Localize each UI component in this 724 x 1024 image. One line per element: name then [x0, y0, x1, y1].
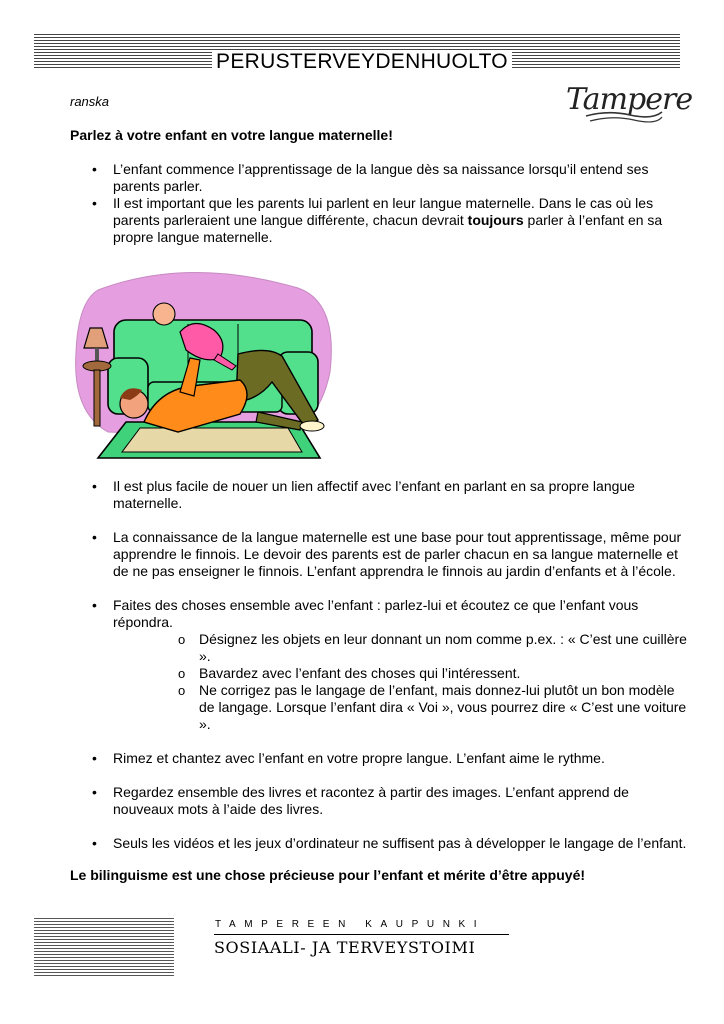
page-title: PERUSTERVEYDENHUOLTO [0, 50, 724, 74]
parent-lifting-baby-illustration [68, 262, 338, 462]
closing-statement: Le bilinguisme est une chose précieuse pour l’enfant et mérite d’être appuyé! [70, 867, 586, 883]
list-item: • La connaissance de la langue maternelle est une base pour tout apprentissage, même pour apprendre le finnois. Le devoir des parents est de parler chacun en sa langue maternelle et de ne pas enseigner le finnois. L’enfant apprendra le finnois au jardin d’enfants et à l’école. [70, 529, 692, 580]
main-heading: Parlez à votre enfant en votre langue maternelle! [70, 127, 393, 143]
language-label: ranska [70, 94, 110, 109]
sub-list-item: o Bavardez avec l’enfant des choses qui l’intéressent. [113, 665, 692, 682]
sub-list-item: o Ne corrigez pas le langage de l’enfant, mais donnez-lui plutôt un bon modèle de langage. Lorsque l’enfant dira « Voi », vous pourrez dire « C’est une voiture ». [113, 682, 692, 733]
list-item: • L’enfant commence l’apprentissage de la langue dès sa naissance lorsqu’il entend ses parents parler. [70, 161, 692, 195]
list-item: • Regardez ensemble des livres et racontez à partir des images. L’enfant apprend de nouveaux mots à l’aide des livres. [70, 784, 692, 818]
tampere-logo [556, 82, 693, 128]
list-item: • Rimez et chantez avec l’enfant en votre propre langue. L’enfant aime le rythme. [70, 750, 692, 767]
logo-wordmark: Tampere [566, 82, 693, 117]
main-bullet-list [70, 478, 692, 852]
list-item: • Faites des choses ensemble avec l’enfant : parlez-lui et écoutez ce que l’enfant vous répondra. o Désignez les objets en leur donnant un nom comme p.ex. : « C’est une cuillère ». o Bavardez avec l’enfant des choses qui l’intéressent. o Ne corrigez pas le langage de l’enfant, mais donnez-lui plutôt un bon modèle de langage. Lorsque l’enfant dira « Voi », vous pourrez dire « C’est une voiture ». [70, 597, 692, 733]
sub-list-item: o Désignez les objets en leur donnant un nom comme p.ex. : « C’est une cuillère ». [113, 631, 692, 665]
list-item: • Il est important que les parents lui parlent en leur langue maternelle. Dans le cas où les parents parleraient une langue différente, chacun devrait toujours parler à l’enfant en sa propre langue maternelle. [70, 195, 692, 246]
footer-divider [214, 934, 509, 935]
list-item: • Il est plus facile de nouer un lien affectif avec l’enfant en parlant en sa propre langue maternelle. [70, 478, 692, 512]
footer-stripe-band [34, 918, 174, 978]
logo-waves-icon [556, 82, 666, 128]
footer-organization: TAMPEREEN KAUPUNKI [215, 919, 486, 930]
list-item: • Seuls les vidéos et les jeux d’ordinateur ne suffisent pas à développer le langage de l’enfant. [70, 835, 692, 852]
footer-department: SOSIAALI- JA TERVEYSTOIMI [214, 938, 476, 957]
intro-bullet-list [70, 161, 692, 246]
emphasis-word: toujours [467, 212, 524, 228]
sub-bullet-list [113, 631, 692, 733]
